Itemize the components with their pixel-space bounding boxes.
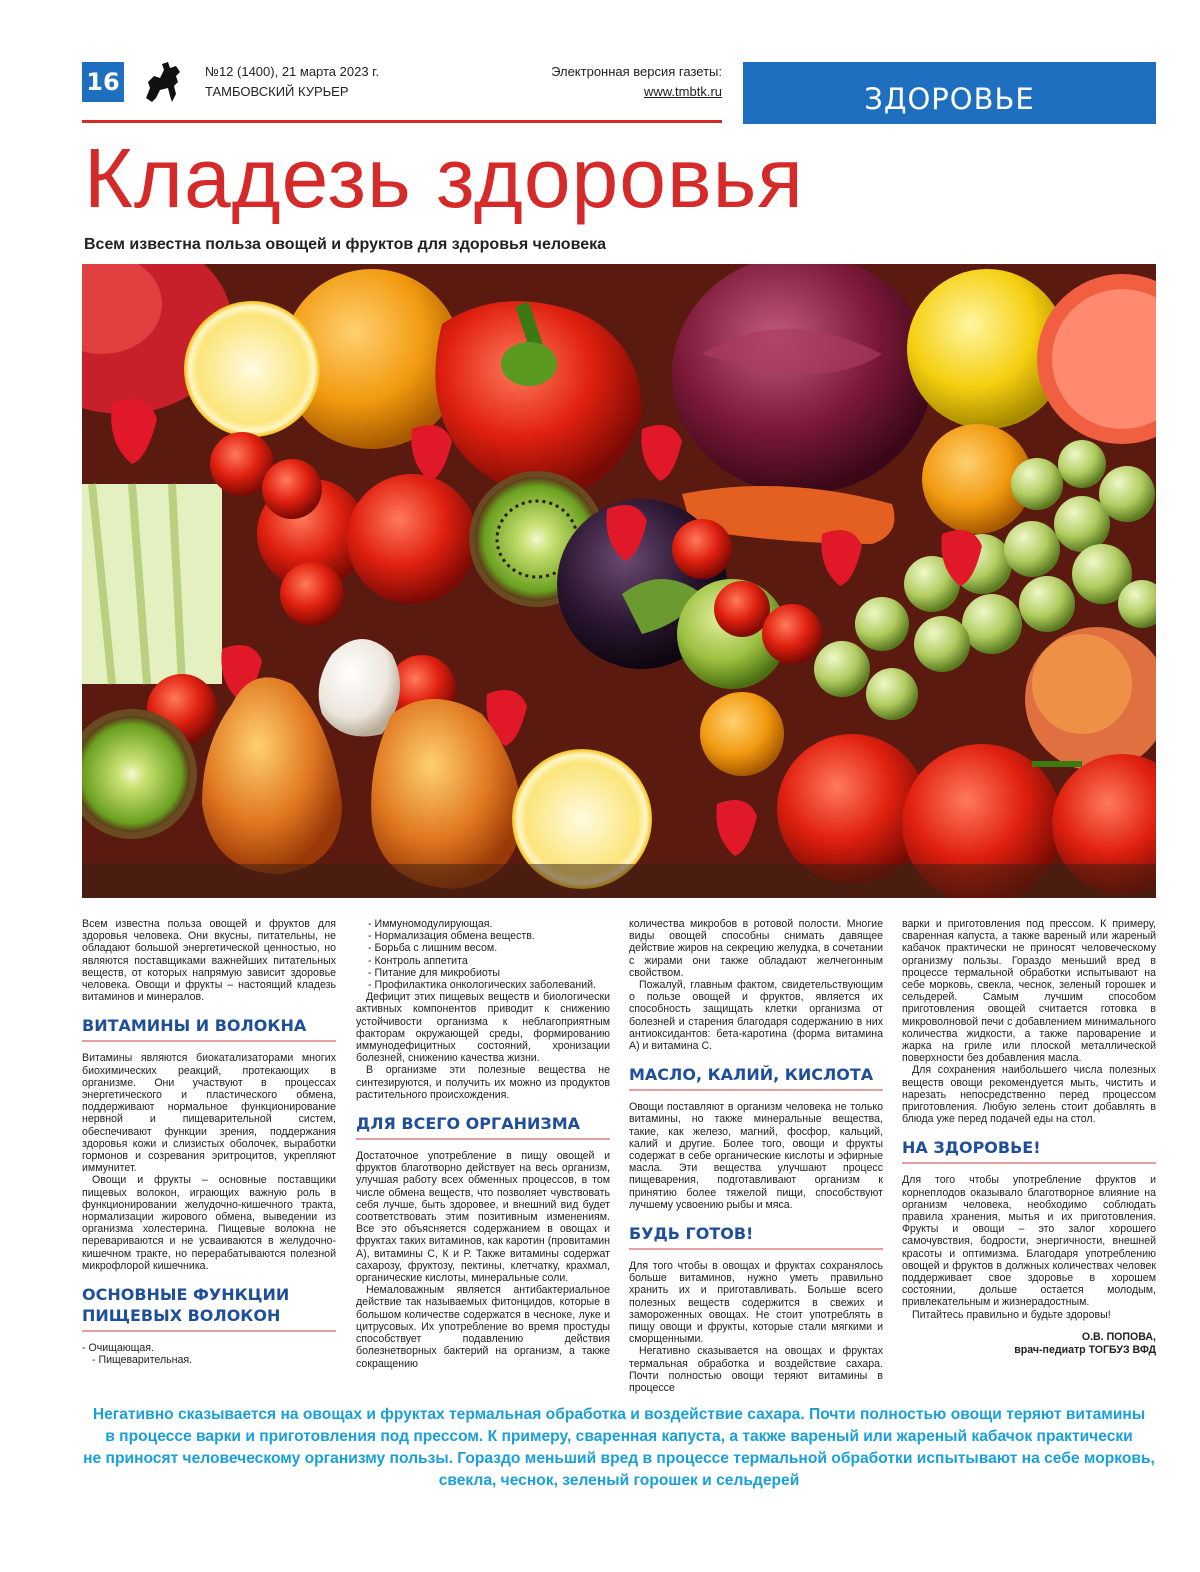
article-intro: Всем известна польза овощей и фруктов для здоровья человека. Они вкусны, питательны, не обладают большой энергетической ценностью, но являются поставщиками важнейших питательных веществ, от которых напрямую зависит здоровье человека. Овощи и фрукты – настоящий кладезь витаминов и минералов. bbox=[82, 918, 336, 1004]
list-item: - Очищающая. bbox=[82, 1342, 154, 1355]
paragraph: Достаточное употребление в пищу овощей и фруктов благотворно действует на весь организм, улучшая работу всех обменных процессов, в том числе обмена веществ, что позволяет чувствовать себя лучше, быть здоровее, и внешний вид будет соответствовать этим позитивным изменениям. Все это объясняется содержанием в овощах и фруктах таких витаминов, как каротин (провитамин А), витамины С, К и Р. Также витамины содержат сахарозу, фруктозу, пектины, клетчатку, крахмал, органические кислоты, минеральные соли. bbox=[356, 1150, 610, 1285]
heading-functions: ОСНОВНЫЕ ФУНКЦИИ ПИЩЕВЫХ ВОЛОКОН bbox=[82, 1284, 336, 1332]
list-item: - Нормализация обмена веществ. bbox=[368, 930, 535, 943]
list-item: - Профилактика онкологических заболеваний. bbox=[368, 979, 597, 992]
pull-quote-line: в процессе варки и приготовления под прессом. К примеру, сваренная капуста, а также вареный или жареный кабачок практически bbox=[105, 1428, 1133, 1445]
paragraph: Овощи поставляют в организм человека не только витамины, но также минеральные вещества, такие, как железо, магний, фосфор, кальций, калий и другие. Более того, овощи и фрукты содержат в себе органические кислоты и эфирные масла. Эти вещества улучшают процесс пищеварения, подготавливают организм к принятию более тяжелой пищи, способствуют лучшему усвоению рыбы и мяса. bbox=[629, 1101, 883, 1211]
author-name: О.В. ПОПОВА, bbox=[1081, 1330, 1156, 1343]
section-title: ЗДОРОВЬЕ bbox=[864, 82, 1035, 116]
evers-label: Электронная версия газеты: bbox=[551, 64, 722, 79]
paragraph: Немаловажным является антибактериальное действие так называемых фитонцидов, которые в большом количестве содержатся в чесноке, луке и цитрусовых. Их употребление во время простуды способствует подавлению действия болезнетворных бактерий на организм, а также сокращению bbox=[356, 1284, 610, 1370]
paragraph: Питайтесь правильно и будьте здоровы! bbox=[912, 1308, 1111, 1321]
fruits-vegetables-photo bbox=[82, 264, 1156, 898]
column-2 bbox=[356, 918, 610, 1370]
list-item: - Питание для микробиоты bbox=[368, 966, 501, 979]
header-rule bbox=[82, 120, 722, 123]
paragraph: В организме эти полезные вещества не синтезируются, и получить их можно из продуктов растительного происхождения. bbox=[356, 1064, 610, 1101]
paragraph: Дефицит этих пищевых веществ и биологически активных компонентов приводит к снижению устойчивости организма к неблагоприятным факторам окружающей среды, формированию иммунодефицитных состояний, хронизации болезней, снижению качества жизни. bbox=[356, 991, 610, 1065]
paragraph: Негативно сказывается на овощах и фруктах термальная обработка и воздействие сахара. Почти полностью овощи теряют витамины в процессе bbox=[629, 1345, 883, 1395]
heading-ready: БУДЬ ГОТОВ! bbox=[629, 1223, 883, 1250]
paragraph: Для того чтобы употребление фруктов и корнеплодов оказывало благотворное влияние на организм человека, необходимо соблюдать правила хранения, мытья и их приготовления. Фрукты и овощи – это залог хорошего самочувствия, бодрости, энергичности, внешней красоты и оптимизма. Благодаря употреблению овощей и фруктов в должных количествах человек поддерживает свое здоровье в хорошем состоянии, дольше остается молодым, привлекательным и жизнерадостным. bbox=[902, 1174, 1156, 1309]
column-3 bbox=[629, 918, 883, 1394]
heading-whole-body: ДЛЯ ВСЕГО ОРГАНИЗМА bbox=[356, 1113, 610, 1140]
paragraph: варки и приготовления под прессом. К примеру, сваренная капуста, а также вареный или жареный кабачок практически не приносят человеческому организму пользы. Гораздо меньший вред в процессе термальной обработки испытывают на себе морковь, свекла, чеснок, зеленый горошек и сельдерей. Самым лучшим способом приготовления овощей считается готовка в микроволновой печи с добавлением минимального количества жидкости, а также пароварение и жарка на гриле или плоской металлической поверхности без добавления масла. bbox=[902, 918, 1156, 1065]
pull-quote bbox=[82, 1404, 1156, 1492]
list-item: - Пищеварительная. bbox=[92, 1354, 193, 1367]
list-item: - Контроль аппетита bbox=[368, 954, 468, 967]
paragraph: Овощи и фрукты – основные поставщики пищевых волокон, играющих важную роль в функционировании желудочно-кишечного тракта, нормализации жирового обмена, выведении из организма холестерина. Пищевые волокна не перевариваются и не усваиваются в желудочно-кишечном тракте, но перерабатываются полезной микрофлорой кишечника. bbox=[82, 1174, 336, 1272]
article-title: Кладезь здоровья bbox=[84, 131, 804, 225]
site-link[interactable]: www.tmbtk.ru bbox=[643, 84, 722, 99]
pull-quote-line: не приносят человеческому организму пользы. Гораздо меньший вред в процессе термальной обработки испытывают на себе морковь, bbox=[83, 1450, 1155, 1467]
paragraph: Пожалуй, главным фактом, свидетельствующим о пользе овощей и фруктов, является их способность защищать клетки организма от болезней и старения благодаря содержанию в них антиоксидантов: бета-каротина (форма витамина А) и витамина С. bbox=[629, 979, 883, 1053]
column-1 bbox=[82, 918, 336, 1366]
section-banner bbox=[743, 62, 1156, 124]
paragraph: Для сохранения наибольшего числа полезных веществ овощи рекомендуется мыть, чистить и нарезать непосредственно перед процессом приготовления. Любую зелень стоит добавлять в блюда уже перед подачей еды на стол. bbox=[902, 1064, 1156, 1126]
pull-quote-line: Негативно сказывается на овощах и фруктах термальная обработка и воздействие сахара. Почти полностью овощи теряют витамины bbox=[92, 1406, 1146, 1423]
heading-oil: МАСЛО, КАЛИЙ, КИСЛОТА bbox=[629, 1064, 883, 1091]
list-item: - Иммуномодулирующая. bbox=[368, 918, 493, 930]
paragraph: Витамины являются биокатализаторами многих биохимических реакций, протекающих в организме. Они участвуют в процессах энергетического и пластического обмена, поддерживают нормальное функционирование нервной и пищеварительной систем, обеспечивают функции зрения, поддержания здоровья кожи и слизистых оболочек, выработки гормонов и созревания эритроцитов, укрепляют иммунитет. bbox=[82, 1052, 336, 1175]
author-role: врач-педиатр ТОГБУЗ ВФД bbox=[1014, 1343, 1156, 1356]
issue-info bbox=[205, 62, 379, 102]
author-signature bbox=[902, 1331, 1156, 1357]
paragraph: количества микробов в ротовой полости. Многие виды овощей способны снимать давящее действие жиров на секрецию желудка, в сочетании с жирами они также обладают желчегонным свойством. bbox=[629, 918, 883, 979]
heading-vitamins: ВИТАМИНЫ И ВОЛОКНА bbox=[82, 1015, 336, 1042]
column-4 bbox=[902, 918, 1156, 1357]
list-item: - Борьба с лишним весом. bbox=[368, 942, 498, 955]
page-number: 16 bbox=[82, 62, 124, 102]
electronic-version bbox=[500, 62, 722, 102]
issue-line: №12 (1400), 21 марта 2023 г. bbox=[205, 64, 379, 79]
paper-name: ТАМБОВСКИЙ КУРЬЕР bbox=[205, 84, 349, 99]
horse-rider-logo-icon bbox=[140, 58, 188, 106]
heading-health: НА ЗДОРОВЬЕ! bbox=[902, 1137, 1156, 1164]
article-lead: Всем известна польза овощей и фруктов для здоровья человека bbox=[84, 236, 606, 253]
pull-quote-line: свекла, чеснок, зеленый горошек и сельдерей bbox=[438, 1472, 800, 1489]
paragraph: Для того чтобы в овощах и фруктах сохранялось больше витаминов, нужно уметь правильно хранить их и приготавливать. Больше всего полезных веществ содержится в свежих и замороженных овощах. Не стоит употреблять в пищу овощи и фрукты, которые стали мягкими и сморщенными. bbox=[629, 1260, 883, 1346]
